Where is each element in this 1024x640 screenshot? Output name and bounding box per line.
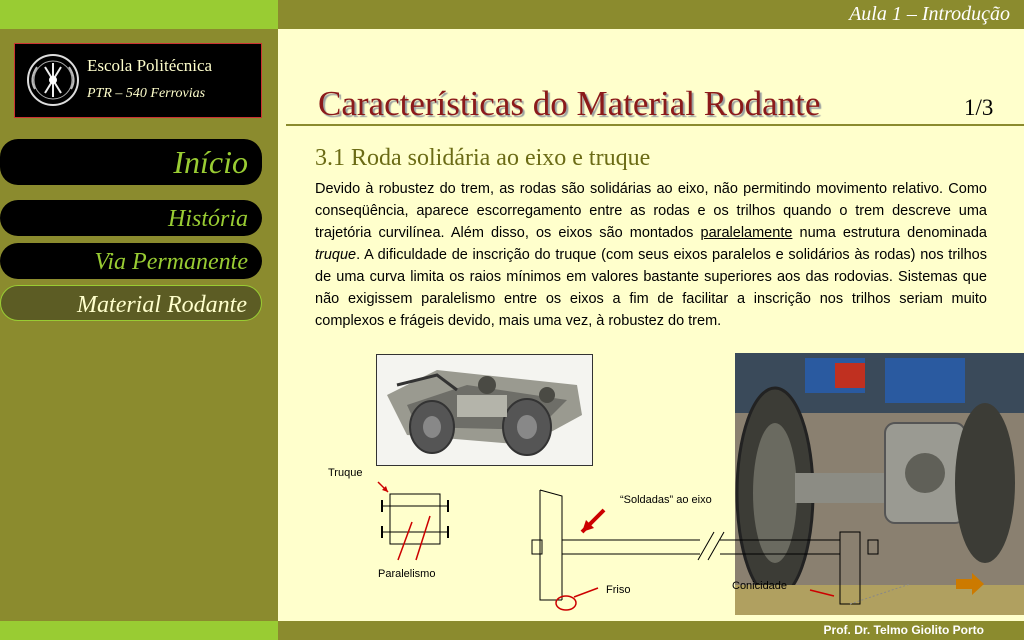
top-bar-left [0,0,278,29]
school-emblem-icon [23,49,83,111]
nav-material-rodante[interactable]: Material Rodante [0,285,262,321]
bottom-bar-left [0,621,278,640]
label-paralelismo: Paralelismo [378,568,436,580]
wheelset-diagram [300,460,1024,620]
label-soldadas: “Soldadas” ao eixo [620,494,712,506]
para-part-1: Devido à robustez do trem, as rodas são solidárias ao eixo, não permitindo movimento relativo. Como conseqüência, aparece escorregamento entre as rodas e os trilhos quando o trem descreve uma trajetória curvilínea. Além disso, os eixos são montados [315,181,987,241]
section-heading: 3.1 Roda solidária ao eixo e truque [315,145,651,171]
body-paragraph [315,178,987,332]
author-credit: Prof. Dr. Telmo Giolito Porto [823,623,984,637]
para-italic: truque [315,247,357,263]
slide-title: Características do Material Rodante [318,84,821,123]
nav-historia[interactable]: História [0,200,262,236]
page-number: 1/3 [964,95,994,120]
para-underlined: paralelamente [700,225,793,241]
school-name: Escola Politécnica [87,56,213,75]
sidebar [0,29,278,621]
bogie-photo [376,354,593,466]
top-bar [0,0,1024,29]
nav-via-permanente[interactable]: Via Permanente [0,243,262,279]
label-truque: Truque [328,467,363,479]
title-divider [286,124,1024,126]
label-friso: Friso [606,584,631,596]
para-part-3: . A dificuldade de inscrição do truque (com seus eixos paralelos e solidários às rodas) nos trilhos de uma curva limita os raios mínimos em valores bastante superiores aos das rodovias. Sistemas que não exigissem paralelismo entre os eixos a fim de facilitar a inscrição nos trilhos seriam muito complexos e frágeis devido, mais uma vez, à robustez do trem. [315,247,987,329]
nav-inicio[interactable]: Início [0,139,262,185]
next-slide-button[interactable] [948,573,988,597]
para-part-2: numa estrutura denominada [792,225,987,241]
course-name: PTR – 540 Ferrovias [87,86,206,101]
label-conicidade: Conicidade [732,580,788,592]
lesson-title: Aula 1 – Introdução [849,3,1010,25]
school-logo [14,43,262,118]
